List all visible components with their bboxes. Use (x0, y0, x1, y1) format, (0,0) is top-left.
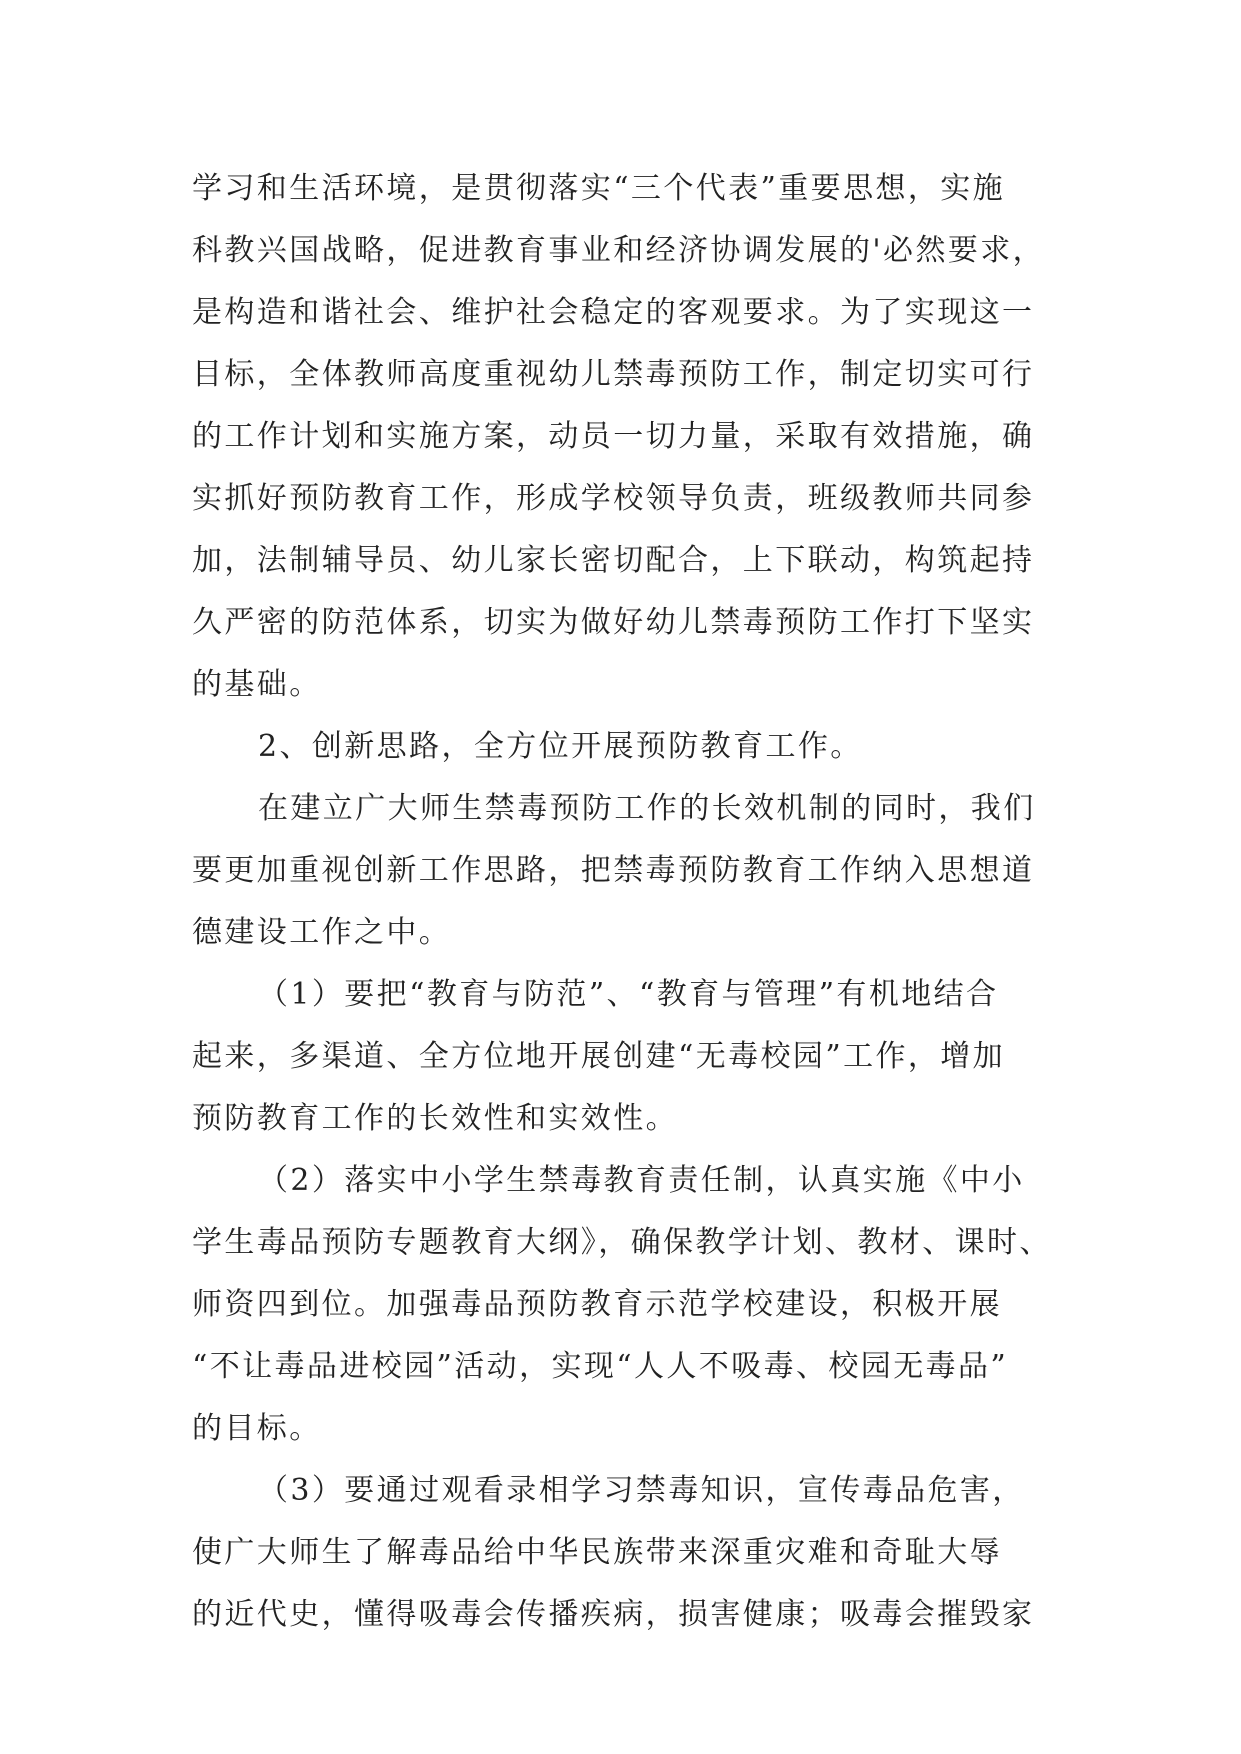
text-line: 在建立广大师生禁毒预防工作的长效机制的同时，我们 (258, 791, 1036, 826)
text-line: （1）要把“教育与防范”、“教育与管理”有机地结合 (258, 977, 999, 1012)
text-line: 科教兴国战略，促进教育事业和经济协调发展的'必然要求， (192, 233, 1046, 268)
text-line: 学习和生活环境，是贯彻落实“三个代表”重要思想，实施 (192, 171, 1006, 206)
text-line: 的基础。 (192, 667, 322, 702)
text-line: “不让毒品进校园”活动，实现“人人不吸毒、校园无毒品” (192, 1349, 1009, 1384)
text-line: 德建设工作之中。 (192, 915, 452, 950)
text-line: （2）落实中小学生禁毒教育责任制，认真实施《中小 (258, 1163, 1025, 1198)
text-line: 2、创新思路，全方位开展预防教育工作。 (258, 729, 863, 764)
text-line: 是构造和谐社会、维护社会稳定的客观要求。为了实现这一 (192, 295, 1035, 330)
text-line: 加，法制辅导员、幼儿家长密切配合，上下联动，构筑起持 (192, 543, 1035, 578)
text-line: 久严密的防范体系，切实为做好幼儿禁毒预防工作打下坚实 (192, 605, 1035, 640)
text-line: 的近代史，懂得吸毒会传播疾病，损害健康；吸毒会摧毁家 (192, 1597, 1035, 1632)
text-line: 预防教育工作的长效性和实效性。 (192, 1101, 678, 1136)
text-line: 的工作计划和实施方案，动员一切力量，采取有效措施，确 (192, 419, 1035, 454)
text-line: 目标，全体教师高度重视幼儿禁毒预防工作，制定切实可行 (192, 357, 1035, 392)
text-line: 师资四到位。加强毒品预防教育示范学校建设，积极开展 (192, 1287, 1002, 1322)
text-line: 起来，多渠道、全方位地开展创建“无毒校园”工作，增加 (192, 1039, 1006, 1074)
text-line: 要更加重视创新工作思路，把禁毒预防教育工作纳入思想道 (192, 853, 1035, 888)
document-body (192, 158, 1062, 1646)
text-line: 使广大师生了解毒品给中华民族带来深重灾难和奇耻大辱 (192, 1535, 1002, 1570)
text-line: （3）要通过观看录相学习禁毒知识，宣传毒品危害， (258, 1473, 1025, 1508)
text-line: 学生毒品预防专题教育大纲》，确保教学计划、教材、课时、 (192, 1225, 1052, 1260)
text-line: 实抓好预防教育工作，形成学校领导负责，班级教师共同参 (192, 481, 1035, 516)
text-line: 的目标。 (192, 1411, 322, 1446)
